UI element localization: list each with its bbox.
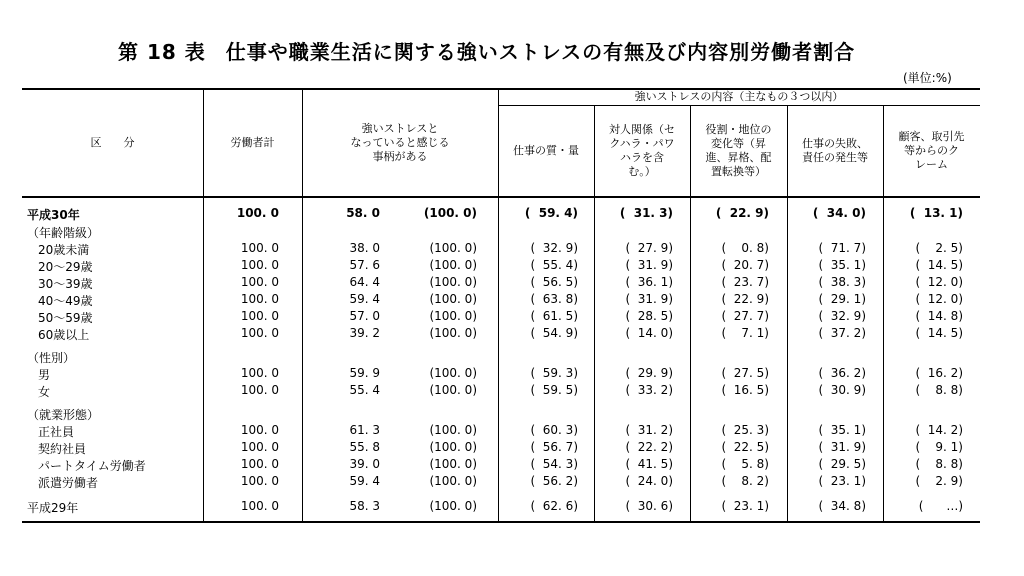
cell-ro: ( 22. 9) [715, 206, 769, 220]
cell-total: 100. 0 [240, 440, 279, 454]
cell-c: ( 16. 2) [915, 366, 963, 380]
cell-r: ( 14. 0) [625, 326, 673, 340]
cell-r: ( 29. 9) [625, 366, 673, 380]
row-label: 平成30年 [27, 208, 80, 222]
cell-total: 100. 0 [240, 383, 279, 397]
cell-c: ( 14. 2) [915, 423, 963, 437]
cell-total: 100. 0 [240, 309, 279, 323]
header-bottom-border [22, 196, 980, 198]
cell-stress: 59. 4 [349, 474, 380, 488]
cell-c: ( 14. 8) [915, 309, 963, 323]
cell-ro: ( 27. 5) [721, 366, 769, 380]
cell-c: ( 12. 0) [915, 275, 963, 289]
cell-stress: 38. 0 [349, 241, 380, 255]
cell-total: 100. 0 [240, 241, 279, 255]
cell-q: ( 56. 7) [530, 440, 578, 454]
cell-total: 100. 0 [240, 292, 279, 306]
cell-ro: ( 22. 5) [721, 440, 769, 454]
cell-q: ( 55. 4) [530, 258, 578, 272]
header-kubun: 区 分 [90, 135, 135, 149]
row-label: 20歳未満 [38, 243, 90, 257]
cell-f: ( 29. 5) [818, 457, 866, 471]
cell-ro: ( 22. 9) [721, 292, 769, 306]
cell-stress: 55. 4 [349, 383, 380, 397]
header-quality: 仕事の質・量 [513, 144, 579, 157]
cell-q: ( 63. 8) [530, 292, 578, 306]
cell-q: ( 56. 2) [530, 474, 578, 488]
cell-total: 100. 0 [240, 275, 279, 289]
cell-total: 100. 0 [240, 366, 279, 380]
cell-q: ( 54. 9) [530, 326, 578, 340]
cell-q: ( 32. 9) [530, 241, 578, 255]
row-label: 契約社員 [38, 442, 87, 456]
cell-ro: ( 16. 5) [721, 383, 769, 397]
cell-stress_pct: (100. 0) [429, 275, 477, 289]
cell-c: ( 14. 5) [915, 258, 963, 272]
cell-c: ( 9. 1) [915, 440, 963, 454]
cell-q: ( 59. 4) [524, 206, 578, 220]
row-label: （就業形態） [27, 408, 100, 422]
cell-q: ( 54. 3) [530, 457, 578, 471]
cell-f: ( 30. 9) [818, 383, 866, 397]
cell-q: ( 56. 5) [530, 275, 578, 289]
col-divider [203, 198, 204, 521]
cell-r: ( 31. 9) [625, 258, 673, 272]
cell-total: 100. 0 [240, 258, 279, 272]
cell-ro: ( 0. 8) [721, 241, 769, 255]
cell-stress_pct: (100. 0) [429, 474, 477, 488]
cell-total: 100. 0 [236, 206, 279, 220]
cell-stress: 55. 8 [349, 440, 380, 454]
table-number: 第 18 表 [118, 40, 206, 64]
cell-f: ( 34. 0) [812, 206, 866, 220]
header-failure: 仕事の失敗、 責任の発生等 [802, 137, 868, 164]
cell-c: ( 13. 1) [909, 206, 963, 220]
row-label: 30～39歳 [38, 277, 93, 291]
cell-stress: 57. 0 [349, 309, 380, 323]
cell-stress_pct: (100. 0) [429, 326, 477, 340]
cell-c: ( 12. 0) [915, 292, 963, 306]
cell-f: ( 35. 1) [818, 258, 866, 272]
cell-stress_pct: (100. 0) [423, 206, 477, 220]
cell-ro: ( 25. 3) [721, 423, 769, 437]
cell-stress: 39. 2 [349, 326, 380, 340]
cell-f: ( 23. 1) [818, 474, 866, 488]
cell-r: ( 24. 0) [625, 474, 673, 488]
table-bottom-border [22, 521, 980, 523]
cell-stress: 61. 3 [349, 423, 380, 437]
cell-total: 100. 0 [240, 499, 279, 513]
cell-stress_pct: (100. 0) [429, 258, 477, 272]
cell-c: ( 8. 8) [915, 383, 963, 397]
cell-ro: ( 23. 1) [721, 499, 769, 513]
cell-c: ( 2. 5) [915, 241, 963, 255]
cell-stress_pct: (100. 0) [429, 292, 477, 306]
cell-f: ( 36. 2) [818, 366, 866, 380]
header-role: 役割・地位の 変化等（昇 進、昇格、配 置転換等） [705, 123, 772, 178]
table-title-text: 仕事や職業生活に関する強いストレスの有無及び内容別労働者割合 [225, 40, 856, 64]
row-label: （性別） [27, 351, 76, 365]
cell-f: ( 29. 1) [818, 292, 866, 306]
cell-ro: ( 5. 8) [721, 457, 769, 471]
cell-stress: 59. 4 [349, 292, 380, 306]
cell-r: ( 27. 9) [625, 241, 673, 255]
col-divider [883, 198, 884, 521]
cell-stress: 39. 0 [349, 457, 380, 471]
cell-q: ( 60. 3) [530, 423, 578, 437]
cell-stress_pct: (100. 0) [429, 241, 477, 255]
row-label: 女 [38, 385, 51, 399]
header-relation: 対人関係（セ クハラ・パワ ハラを含 む。） [609, 123, 675, 178]
cell-r: ( 41. 5) [625, 457, 673, 471]
cell-total: 100. 0 [240, 457, 279, 471]
cell-r: ( 36. 1) [625, 275, 673, 289]
unit-label: (単位:%) [903, 71, 952, 85]
table-title [118, 36, 855, 65]
cell-q: ( 62. 6) [530, 499, 578, 513]
col-divider [498, 198, 499, 521]
cell-f: ( 31. 9) [818, 440, 866, 454]
cell-f: ( 38. 3) [818, 275, 866, 289]
cell-stress_pct: (100. 0) [429, 499, 477, 513]
cell-total: 100. 0 [240, 474, 279, 488]
cell-ro: ( 8. 2) [721, 474, 769, 488]
row-label: 50～59歳 [38, 311, 93, 325]
cell-r: ( 31. 9) [625, 292, 673, 306]
col-divider [690, 198, 691, 521]
row-label: 60歳以上 [38, 328, 90, 342]
cell-f: ( 71. 7) [818, 241, 866, 255]
header-has-stress: 強いストレスと なっていると感じる 事柄がある [350, 121, 450, 163]
row-label: パートタイム労働者 [38, 459, 146, 473]
cell-ro: ( 27. 7) [721, 309, 769, 323]
cell-stress_pct: (100. 0) [429, 383, 477, 397]
cell-ro: ( 7. 1) [721, 326, 769, 340]
row-label: 40～49歳 [38, 294, 93, 308]
row-label: 平成29年 [27, 501, 79, 515]
cell-c: ( 8. 8) [915, 457, 963, 471]
row-label: （年齢階級） [27, 226, 100, 240]
col-divider [302, 198, 303, 521]
cell-c: ( …) [918, 499, 963, 513]
cell-q: ( 59. 3) [530, 366, 578, 380]
cell-f: ( 32. 9) [818, 309, 866, 323]
cell-r: ( 28. 5) [625, 309, 673, 323]
row-label: 正社員 [38, 425, 75, 439]
cell-stress_pct: (100. 0) [429, 423, 477, 437]
cell-stress_pct: (100. 0) [429, 366, 477, 380]
cell-stress: 57. 6 [349, 258, 380, 272]
cell-stress_pct: (100. 0) [429, 457, 477, 471]
cell-stress_pct: (100. 0) [429, 440, 477, 454]
cell-r: ( 30. 6) [625, 499, 673, 513]
cell-total: 100. 0 [240, 326, 279, 340]
cell-stress: 58. 3 [349, 499, 380, 513]
cell-r: ( 22. 2) [625, 440, 673, 454]
cell-stress: 59. 9 [349, 366, 380, 380]
row-label: 20～29歳 [38, 260, 93, 274]
cell-c: ( 2. 9) [915, 474, 963, 488]
cell-r: ( 31. 2) [625, 423, 673, 437]
row-label: 男 [38, 368, 51, 382]
row-label: 派遣労働者 [38, 476, 99, 490]
cell-stress: 64. 4 [349, 275, 380, 289]
cell-c: ( 14. 5) [915, 326, 963, 340]
cell-total: 100. 0 [240, 423, 279, 437]
cell-f: ( 37. 2) [818, 326, 866, 340]
col-divider [787, 198, 788, 521]
cell-f: ( 35. 1) [818, 423, 866, 437]
header-content-group: 強いストレスの内容（主なもの３つ以内） [634, 90, 844, 103]
header-claim: 顧客、取引先 等からのク レーム [898, 130, 965, 171]
cell-ro: ( 20. 7) [721, 258, 769, 272]
cell-stress_pct: (100. 0) [429, 309, 477, 323]
cell-ro: ( 23. 7) [721, 275, 769, 289]
cell-q: ( 59. 5) [530, 383, 578, 397]
col-divider [594, 198, 595, 521]
cell-f: ( 34. 8) [818, 499, 866, 513]
cell-q: ( 61. 5) [530, 309, 578, 323]
cell-r: ( 31. 3) [619, 206, 673, 220]
header-total: 労働者計 [230, 135, 275, 149]
cell-stress: 58. 0 [346, 206, 380, 220]
cell-r: ( 33. 2) [625, 383, 673, 397]
